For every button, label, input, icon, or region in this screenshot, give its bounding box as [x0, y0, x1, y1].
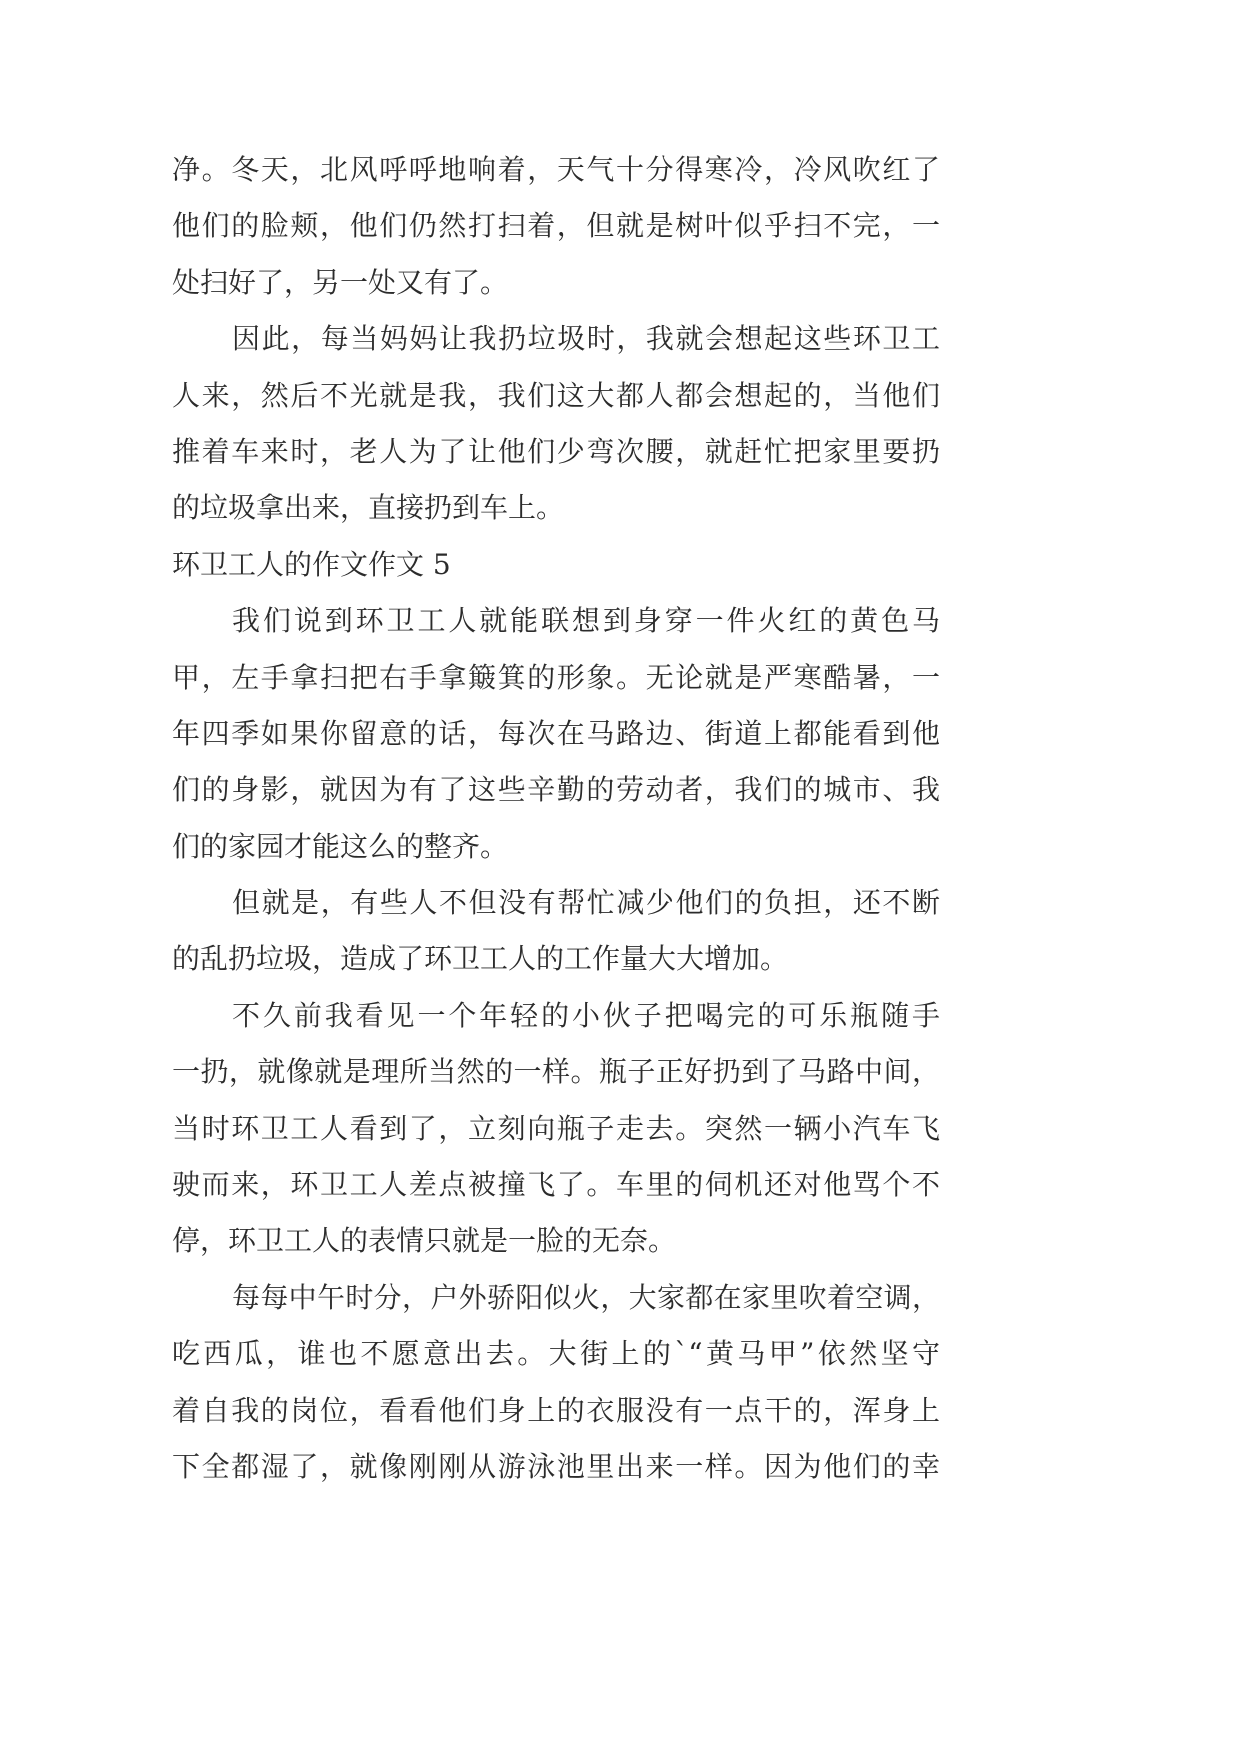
text-line: 驶而来，环卫工人差点被撞飞了。车里的伺机还对他骂个不: [172, 1168, 940, 1202]
text-line: 不久前我看见一个年轻的小伙子把喝完的可乐瓶随手: [232, 998, 940, 1032]
text-line: 净。冬天，北风呼呼地响着，天气十分得寒冷，冷风吹红了: [172, 153, 940, 186]
text-line: 推着车来时，老人为了让他们少弯次腰，就赶忙把家里要扔: [172, 434, 940, 468]
text-line: 着自我的岗位，看看他们身上的衣服没有一点干的，浑身上: [172, 1393, 940, 1427]
text-line: 因此，每当妈妈让我扔垃圾时，我就会想起这些环卫工: [232, 322, 940, 356]
text-line: 停，环卫工人的表情只就是一脸的无奈。: [172, 1224, 677, 1258]
text-line: 当时环卫工人看到了，立刻向瓶子走去。突然一辆小汽车飞: [172, 1111, 940, 1145]
text-line: 下全都湿了，就像刚刚从游泳池里出来一样。因为他们的幸: [172, 1449, 940, 1483]
section-heading: 环卫工人的作文作文 5: [172, 547, 451, 581]
text-line: 处扫好了，另一处又有了。: [172, 265, 509, 299]
text-line: 甲，左手拿扫把右手拿簸箕的形象。无论就是严寒酷暑，一: [172, 660, 940, 694]
text-line: 人来，然后不光就是我，我们这大都人都会想起的，当他们: [172, 378, 940, 412]
text-line: 每每中午时分，户外骄阳似火，大家都在家里吹着空调，: [232, 1280, 940, 1314]
text-line: 一扔，就像就是理所当然的一样。瓶子正好扔到了马路中间，: [172, 1055, 940, 1089]
text-line: 的乱扔垃圾，造成了环卫工人的工作量大大增加。: [172, 942, 789, 976]
text-line: 他们的脸颊，他们仍然打扫着，但就是树叶似乎扫不完，一: [172, 209, 940, 243]
text-line: 但就是，有些人不但没有帮忙减少他们的负担，还不断: [232, 886, 940, 920]
text-line: 们的身影，就因为有了这些辛勤的劳动者，我们的城市、我: [172, 773, 940, 807]
text-line: 们的家园才能这么的整齐。: [172, 829, 509, 863]
text-line: 我们说到环卫工人就能联想到身穿一件火红的黄色马: [232, 604, 940, 638]
document-body: [172, 142, 940, 1495]
text-line: 的垃圾拿出来，直接扔到车上。: [172, 491, 565, 525]
text-line: 吃西瓜，谁也不愿意出去。大街上的`“黄马甲”依然坚守: [172, 1337, 940, 1371]
text-line: 年四季如果你留意的话，每次在马路边、街道上都能看到他: [172, 716, 940, 750]
